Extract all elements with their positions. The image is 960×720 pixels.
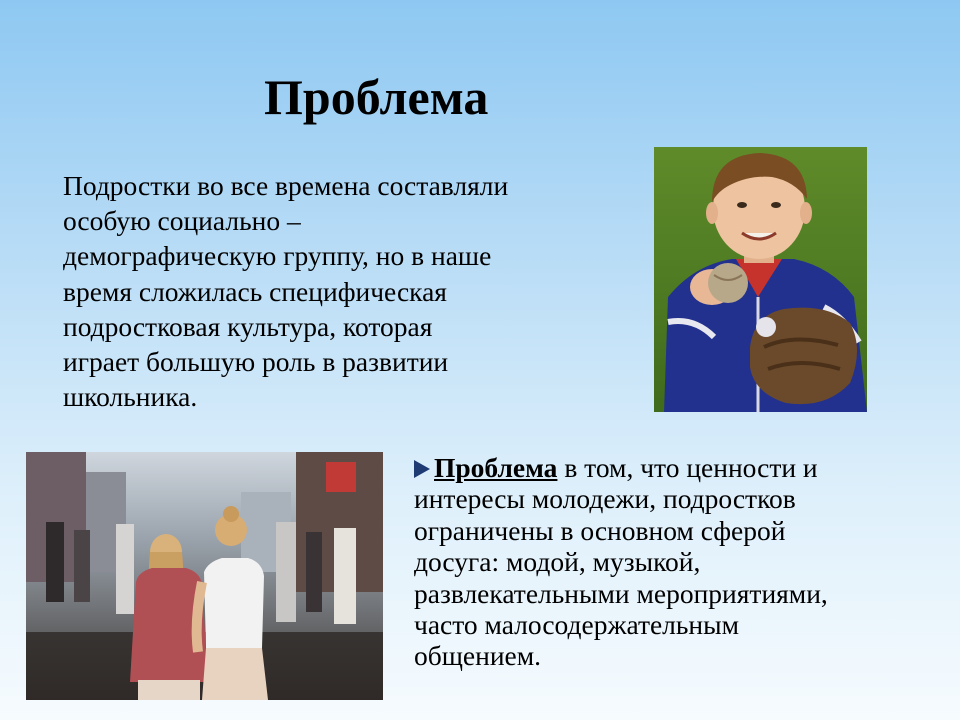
intro-line: время сложилась специфическая xyxy=(63,275,447,307)
problem-line: развлекательными мероприятиями, xyxy=(414,577,828,609)
arrow-bullet-icon xyxy=(414,460,430,478)
teenagers-street-photo xyxy=(26,452,383,700)
intro-line: играет большую роль в развитии xyxy=(63,345,449,377)
problem-first-line xyxy=(414,452,934,483)
slide-title: Проблема xyxy=(264,69,489,125)
intro-line: школьника. xyxy=(63,381,198,413)
intro-line: демографическую группу, но в наше xyxy=(63,240,492,272)
intro-line: особую социально – xyxy=(63,205,301,237)
problem-first-line-rest: в том, что ценности и xyxy=(557,452,818,483)
intro-line: подростковая культура, которая xyxy=(63,310,433,342)
problem-line: интересы молодежи, подростков xyxy=(414,483,796,515)
boy-baseball-photo xyxy=(654,147,867,412)
intro-paragraph xyxy=(63,168,623,414)
problem-line: досуга: модой, музыкой, xyxy=(414,546,701,578)
problem-line: ограничены в основном сферой xyxy=(414,514,786,546)
problem-line: часто малосодержательным xyxy=(414,608,740,640)
problem-lead: Проблема xyxy=(434,452,558,483)
intro-line: Подростки во все времена составляли xyxy=(63,170,509,201)
problem-paragraph xyxy=(414,452,934,672)
problem-line: общением. xyxy=(414,640,542,672)
